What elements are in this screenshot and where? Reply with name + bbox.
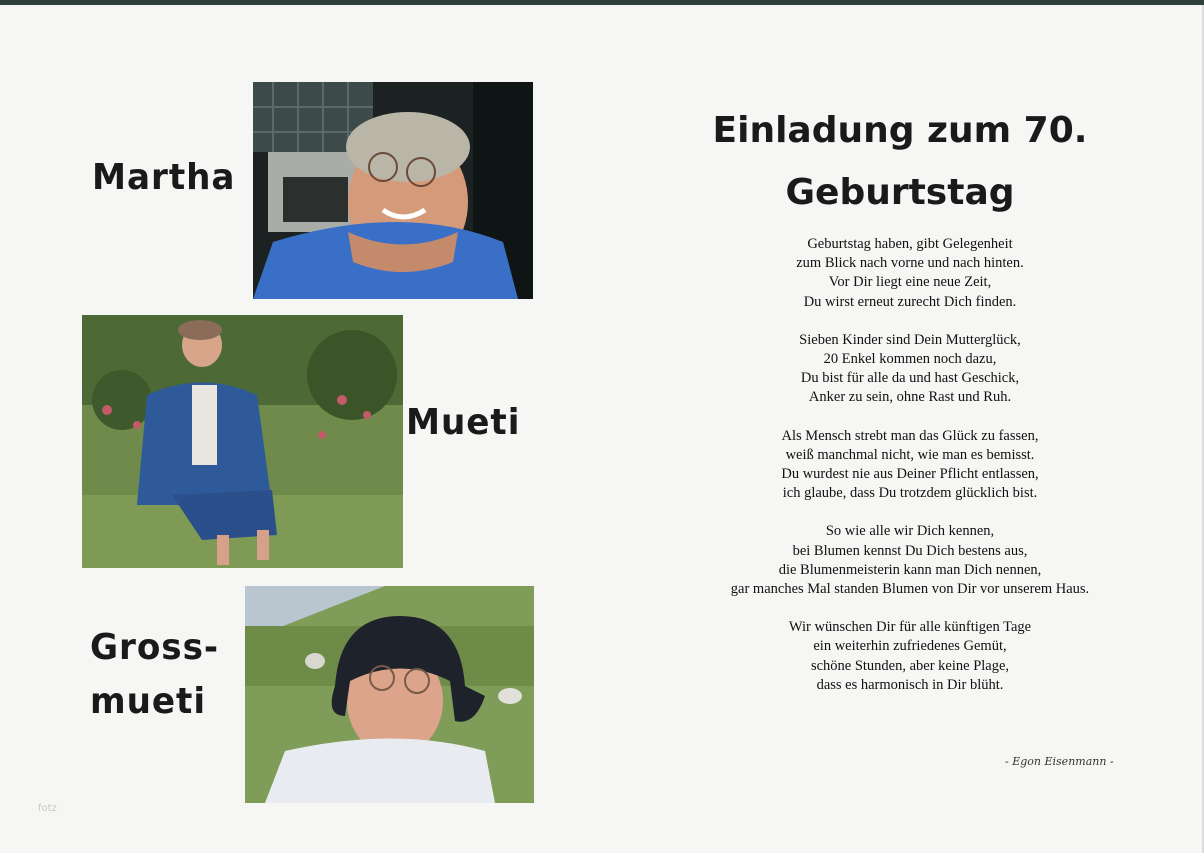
poem-line: zum Blick nach vorne und nach hinten. bbox=[796, 255, 1024, 272]
poem-line: bei Blumen kennst Du Dich bestens aus, bbox=[792, 542, 1028, 559]
name-martha: Martha bbox=[92, 157, 236, 198]
photo-sitting-flowers bbox=[82, 315, 403, 568]
poem-line: weiß manchmal nicht, wie man es bemisst. bbox=[785, 446, 1035, 463]
name-mueti: Mueti bbox=[406, 402, 521, 443]
poem-line: schöne Stunden, aber keine Plage, bbox=[810, 657, 1010, 674]
title-line-2: Geburtstag bbox=[785, 172, 1015, 213]
poem-line: Vor Dir liegt eine neue Zeit, bbox=[828, 274, 992, 291]
poem-line: die Blumenmeisterin kann man Dich nennen, bbox=[778, 561, 1042, 578]
poem-line: Anker zu sein, ohne Rast und Ruh. bbox=[808, 389, 1012, 406]
poem-stanza bbox=[680, 522, 1140, 599]
poem-line: Sieben Kinder sind Dein Mutterglück, bbox=[799, 331, 1021, 348]
poem bbox=[680, 235, 1140, 714]
poem-line: So wie alle wir Dich kennen, bbox=[825, 523, 995, 540]
photo-portrait-kitchen bbox=[253, 82, 533, 299]
poem-line: ein weiterhin zufriedenes Gemüt, bbox=[813, 638, 1007, 655]
poem-line: Geburtstag haben, gibt Gelegenheit bbox=[807, 236, 1013, 252]
poem-line: Du wirst erneut zurecht Dich finden. bbox=[803, 293, 1017, 310]
name-grossmueti-line2: mueti bbox=[90, 681, 207, 722]
poem-line: gar manches Mal standen Blumen von Dir vor unserem Haus. bbox=[730, 581, 1090, 598]
photo-woman-hat bbox=[245, 586, 534, 803]
poem-line: Du bist für alle da und hast Geschick, bbox=[800, 370, 1020, 387]
author-signature: - Egon Eisenmann - bbox=[1005, 755, 1114, 768]
poem-line: dass es harmonisch in Dir blüht. bbox=[816, 676, 1004, 693]
watermark: fotz bbox=[38, 803, 57, 814]
poem-line: Du wurdest nie aus Deiner Pflicht entlassen, bbox=[781, 466, 1039, 483]
invitation-card bbox=[0, 5, 1204, 853]
poem-line: Wir wünschen Dir für alle künftigen Tage bbox=[788, 619, 1032, 636]
poem-line: ich glaube, dass Du trotzdem glücklich bist. bbox=[782, 485, 1038, 502]
poem-line: Als Mensch strebt man das Glück zu fassen, bbox=[781, 427, 1039, 444]
invitation-title bbox=[690, 100, 1110, 224]
poem-line: 20 Enkel kommen noch dazu, bbox=[823, 351, 997, 368]
name-grossmueti-line1: Gross- bbox=[90, 627, 220, 668]
poem-stanza bbox=[680, 331, 1140, 408]
poem-stanza bbox=[680, 235, 1140, 312]
poem-stanza bbox=[680, 618, 1140, 695]
title-line-1: Einladung zum 70. bbox=[712, 110, 1088, 151]
poem-stanza bbox=[680, 427, 1140, 504]
